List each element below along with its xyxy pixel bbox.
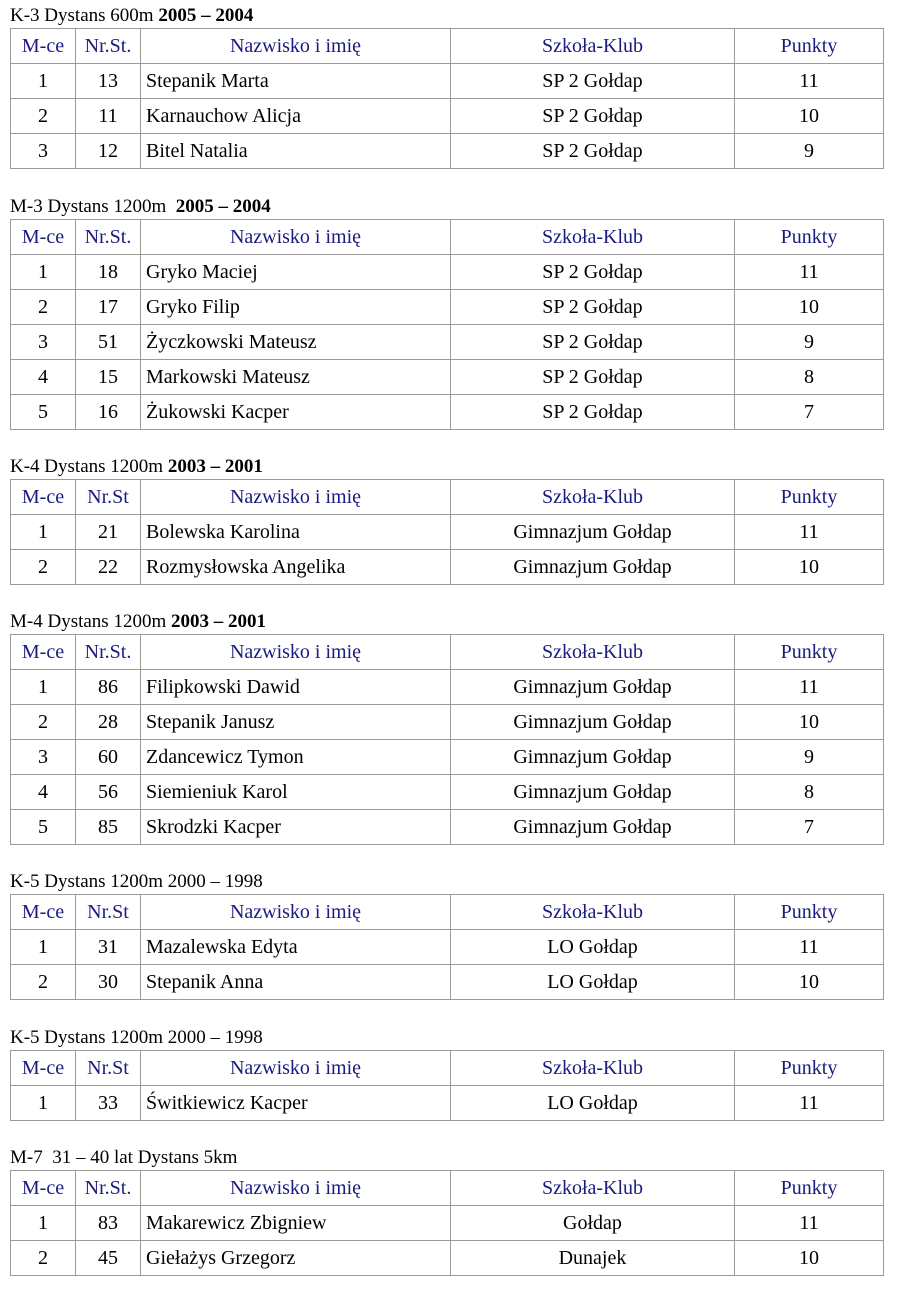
category-section [10, 1148, 883, 1276]
header-club: Szkoła-Klub [451, 1051, 735, 1086]
cell-start-number: 51 [76, 325, 141, 360]
cell-place: 1 [11, 1086, 76, 1121]
header-points: Punkty [735, 895, 884, 930]
category-section [10, 1028, 883, 1121]
header-start-number: Nr.St. [76, 1171, 141, 1206]
cell-name: Stepanik Anna [141, 965, 451, 1000]
cell-club: Gimnazjum Gołdap [451, 705, 735, 740]
table-row [11, 360, 884, 395]
header-start-number: Nr.St. [76, 635, 141, 670]
cell-place: 1 [11, 515, 76, 550]
category-years: 2003 – 2001 [167, 456, 263, 477]
header-points: Punkty [735, 480, 884, 515]
cell-start-number: 85 [76, 810, 141, 845]
cell-place: 2 [11, 290, 76, 325]
cell-points: 9 [735, 325, 884, 360]
cell-club: Gimnazjum Gołdap [451, 550, 735, 585]
cell-place: 1 [11, 64, 76, 99]
cell-points: 11 [735, 515, 884, 550]
cell-start-number: 56 [76, 775, 141, 810]
table-row [11, 255, 884, 290]
table-row [11, 740, 884, 775]
cell-start-number: 16 [76, 395, 141, 430]
cell-start-number: 11 [76, 99, 141, 134]
table-header-row [11, 1171, 884, 1206]
cell-club: SP 2 Gołdap [451, 134, 735, 169]
header-club: Szkoła-Klub [451, 480, 735, 515]
header-points: Punkty [735, 1171, 884, 1206]
header-place: M-ce [11, 895, 76, 930]
cell-place: 5 [11, 810, 76, 845]
category-title [10, 457, 883, 479]
category-title-text: M-4 Dystans 1200m [10, 611, 171, 632]
table-row [11, 395, 884, 430]
category-title-text: K-3 Dystans 600m [10, 5, 159, 26]
header-club: Szkoła-Klub [451, 635, 735, 670]
cell-start-number: 13 [76, 64, 141, 99]
cell-points: 9 [735, 740, 884, 775]
cell-place: 2 [11, 99, 76, 134]
header-name: Nazwisko i imię [141, 220, 451, 255]
cell-start-number: 21 [76, 515, 141, 550]
cell-start-number: 12 [76, 134, 141, 169]
category-title [10, 6, 883, 28]
category-title-text: K-5 Dystans 1200m 2000 – 1998 [10, 1027, 263, 1048]
table-header-row [11, 1051, 884, 1086]
cell-club: LO Gołdap [451, 1086, 735, 1121]
cell-points: 7 [735, 810, 884, 845]
cell-name: Stepanik Janusz [141, 705, 451, 740]
cell-start-number: 22 [76, 550, 141, 585]
cell-start-number: 45 [76, 1241, 141, 1276]
cell-points: 10 [735, 705, 884, 740]
header-name: Nazwisko i imię [141, 480, 451, 515]
table-row [11, 705, 884, 740]
header-start-number: Nr.St. [76, 220, 141, 255]
cell-name: Zdancewicz Tymon [141, 740, 451, 775]
cell-club: Gimnazjum Gołdap [451, 740, 735, 775]
results-table [10, 634, 884, 845]
cell-name: Stepanik Marta [141, 64, 451, 99]
cell-club: SP 2 Gołdap [451, 64, 735, 99]
cell-points: 11 [735, 255, 884, 290]
cell-club: Gimnazjum Gołdap [451, 775, 735, 810]
header-club: Szkoła-Klub [451, 220, 735, 255]
table-row [11, 1086, 884, 1121]
category-title-text: K-5 Dystans 1200m 2000 – 1998 [10, 871, 263, 892]
cell-start-number: 83 [76, 1206, 141, 1241]
header-name: Nazwisko i imię [141, 1171, 451, 1206]
results-table [10, 1170, 884, 1276]
cell-name: Świtkiewicz Kacper [141, 1086, 451, 1121]
cell-club: Gołdap [451, 1206, 735, 1241]
cell-points: 10 [735, 550, 884, 585]
cell-club: Gimnazjum Gołdap [451, 515, 735, 550]
results-table [10, 219, 884, 430]
table-header-row [11, 895, 884, 930]
cell-name: Życzkowski Mateusz [141, 325, 451, 360]
cell-name: Mazalewska Edyta [141, 930, 451, 965]
header-place: M-ce [11, 480, 76, 515]
cell-start-number: 28 [76, 705, 141, 740]
cell-club: LO Gołdap [451, 930, 735, 965]
cell-points: 11 [735, 64, 884, 99]
cell-start-number: 17 [76, 290, 141, 325]
cell-name: Giełażys Grzegorz [141, 1241, 451, 1276]
header-start-number: Nr.St. [76, 29, 141, 64]
category-title [10, 197, 883, 219]
cell-place: 2 [11, 550, 76, 585]
table-row [11, 64, 884, 99]
table-row [11, 325, 884, 360]
table-header-row [11, 480, 884, 515]
cell-points: 8 [735, 775, 884, 810]
cell-club: SP 2 Gołdap [451, 325, 735, 360]
category-section [10, 457, 883, 585]
header-start-number: Nr.St [76, 1051, 141, 1086]
table-row [11, 1241, 884, 1276]
cell-name: Filipkowski Dawid [141, 670, 451, 705]
cell-points: 10 [735, 290, 884, 325]
category-title-text: M-3 Dystans 1200m [10, 196, 176, 217]
category-title [10, 872, 883, 894]
cell-points: 11 [735, 670, 884, 705]
cell-start-number: 86 [76, 670, 141, 705]
header-start-number: Nr.St [76, 895, 141, 930]
cell-club: Gimnazjum Gołdap [451, 810, 735, 845]
header-club: Szkoła-Klub [451, 1171, 735, 1206]
cell-club: SP 2 Gołdap [451, 99, 735, 134]
table-row [11, 670, 884, 705]
cell-points: 11 [735, 1206, 884, 1241]
category-section [10, 612, 883, 845]
header-points: Punkty [735, 29, 884, 64]
cell-club: SP 2 Gołdap [451, 255, 735, 290]
results-table [10, 28, 884, 169]
cell-place: 3 [11, 134, 76, 169]
category-section [10, 872, 883, 1000]
cell-club: Dunajek [451, 1241, 735, 1276]
table-row [11, 1206, 884, 1241]
cell-start-number: 18 [76, 255, 141, 290]
cell-points: 10 [735, 965, 884, 1000]
cell-club: SP 2 Gołdap [451, 395, 735, 430]
cell-start-number: 30 [76, 965, 141, 1000]
cell-name: Rozmysłowska Angelika [141, 550, 451, 585]
cell-start-number: 15 [76, 360, 141, 395]
category-years: 2003 – 2001 [170, 611, 266, 632]
category-section [10, 6, 883, 169]
cell-place: 1 [11, 670, 76, 705]
results-table [10, 479, 884, 585]
header-name: Nazwisko i imię [141, 29, 451, 64]
table-header-row [11, 29, 884, 64]
table-row [11, 810, 884, 845]
table-header-row [11, 220, 884, 255]
cell-club: LO Gołdap [451, 965, 735, 1000]
cell-start-number: 33 [76, 1086, 141, 1121]
table-row [11, 965, 884, 1000]
table-row [11, 930, 884, 965]
cell-name: Makarewicz Zbigniew [141, 1206, 451, 1241]
cell-points: 11 [735, 930, 884, 965]
cell-points: 9 [735, 134, 884, 169]
cell-club: SP 2 Gołdap [451, 290, 735, 325]
cell-club: SP 2 Gołdap [451, 360, 735, 395]
header-club: Szkoła-Klub [451, 895, 735, 930]
cell-name: Markowski Mateusz [141, 360, 451, 395]
cell-name: Bolewska Karolina [141, 515, 451, 550]
cell-points: 11 [735, 1086, 884, 1121]
header-points: Punkty [735, 635, 884, 670]
header-name: Nazwisko i imię [141, 635, 451, 670]
cell-place: 2 [11, 965, 76, 1000]
cell-name: Bitel Natalia [141, 134, 451, 169]
cell-name: Żukowski Kacper [141, 395, 451, 430]
category-title-text: K-4 Dystans 1200m [10, 456, 168, 477]
table-row [11, 775, 884, 810]
results-table [10, 1050, 884, 1121]
header-name: Nazwisko i imię [141, 1051, 451, 1086]
header-place: M-ce [11, 635, 76, 670]
cell-place: 4 [11, 775, 76, 810]
cell-name: Gryko Maciej [141, 255, 451, 290]
cell-place: 3 [11, 325, 76, 360]
cell-place: 5 [11, 395, 76, 430]
header-name: Nazwisko i imię [141, 895, 451, 930]
table-row [11, 134, 884, 169]
cell-club: Gimnazjum Gołdap [451, 670, 735, 705]
cell-points: 7 [735, 395, 884, 430]
cell-start-number: 31 [76, 930, 141, 965]
header-place: M-ce [11, 1171, 76, 1206]
cell-start-number: 60 [76, 740, 141, 775]
cell-place: 2 [11, 1241, 76, 1276]
category-years: 2005 – 2004 [175, 196, 271, 217]
table-row [11, 290, 884, 325]
cell-place: 4 [11, 360, 76, 395]
cell-place: 1 [11, 1206, 76, 1241]
category-title [10, 1028, 883, 1050]
cell-place: 1 [11, 930, 76, 965]
cell-name: Skrodzki Kacper [141, 810, 451, 845]
header-points: Punkty [735, 1051, 884, 1086]
cell-name: Karnauchow Alicja [141, 99, 451, 134]
category-title [10, 1148, 883, 1170]
cell-name: Gryko Filip [141, 290, 451, 325]
cell-name: Siemieniuk Karol [141, 775, 451, 810]
category-years: 2005 – 2004 [158, 5, 254, 26]
table-row [11, 515, 884, 550]
cell-place: 1 [11, 255, 76, 290]
category-title-text: M-7 31 – 40 lat Dystans 5km [10, 1147, 238, 1168]
cell-place: 3 [11, 740, 76, 775]
header-points: Punkty [735, 220, 884, 255]
header-place: M-ce [11, 1051, 76, 1086]
cell-points: 8 [735, 360, 884, 395]
cell-points: 10 [735, 99, 884, 134]
table-row [11, 550, 884, 585]
header-place: M-ce [11, 29, 76, 64]
table-row [11, 99, 884, 134]
header-start-number: Nr.St [76, 480, 141, 515]
category-section [10, 197, 883, 430]
table-header-row [11, 635, 884, 670]
header-club: Szkoła-Klub [451, 29, 735, 64]
header-place: M-ce [11, 220, 76, 255]
cell-place: 2 [11, 705, 76, 740]
results-table [10, 894, 884, 1000]
cell-points: 10 [735, 1241, 884, 1276]
category-title [10, 612, 883, 634]
